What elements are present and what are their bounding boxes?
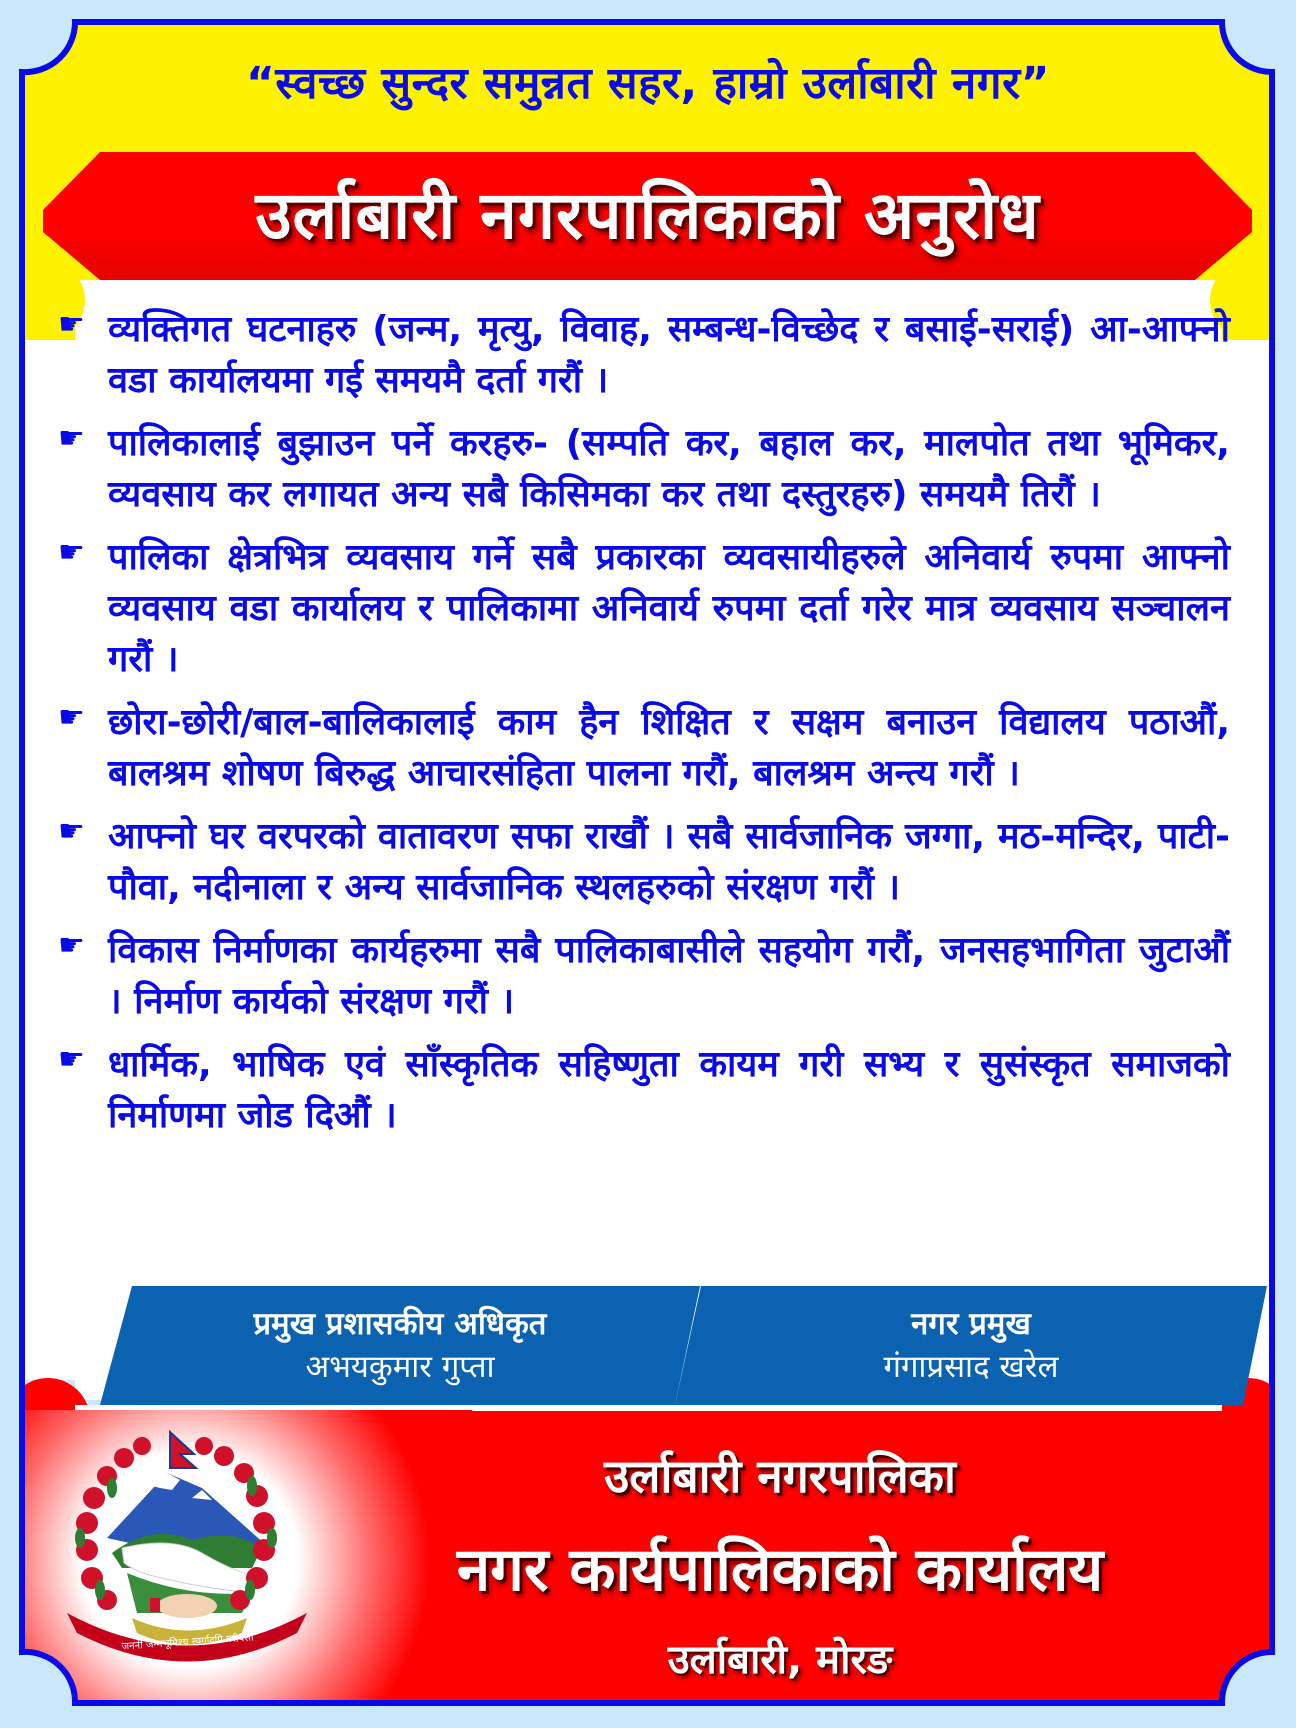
list-item-text: आफ्नो घर वरपरको वातावरण सफा राखौं । सबै सार्वजानिक जग्गा, मठ-मन्दिर, पाटी-पौवा, नदीनाला र अन्य सार्वजानिक स्थलहरुको संरक्षण गरौं । (108, 816, 1230, 908)
list-item (52, 1039, 1230, 1141)
list-item-text: विकास निर्माणका कार्यहरुमा सबै पालिकाबासीले सहयोग गरौं, जनसहभागिता जुटाऔं । निर्माण कार्यको संरक्षण गरौं । (108, 930, 1230, 1022)
signature-mayor (675, 1286, 1267, 1405)
list-item (52, 697, 1230, 799)
list-item (52, 418, 1230, 520)
pointing-hand-icon: ☛ (58, 421, 85, 456)
slogan: “स्वच्छ सुन्दर समुन्नत सहर, हाम्रो उर्लाबारी नगर” (245, 58, 1050, 109)
office-name: नगर कार्यपालिकाको कार्यालय (456, 1535, 1104, 1605)
request-list (52, 304, 1230, 1153)
list-item (52, 925, 1230, 1027)
title-banner (43, 152, 1252, 280)
office-location: उर्लाबारी, मोरङ (667, 1637, 893, 1683)
municipality-name: उर्लाबारी नगरपालिका (604, 1449, 956, 1503)
list-item (52, 304, 1230, 406)
pointing-hand-icon: ☛ (58, 700, 85, 735)
list-item (52, 532, 1230, 685)
signature-name: अभयकुमार गुप्ता (305, 1348, 495, 1385)
list-item-text: पालिकालाई बुझाउन पर्ने करहरु- (सम्पति कर, बहाल कर, मालपोत तथा भूमिकर, व्यवसाय कर लगायत अन्य सबै किसिमका कर तथा दस्तुरहरु) समयमै तिरौं । (108, 423, 1230, 515)
emblem-motto: जननी जन्मभूमिश्च स्वर्गादपि गरीयसी (121, 1632, 254, 1653)
list-item-text: व्यक्तिगत घटनाहरु (जन्म, मृत्यु, विवाह, सम्बन्ध-विच्छेद र बसाई-सराई) आ-आफ्नो वडा कार्यालयमा गई समयमै दर्ता गरौं । (108, 309, 1230, 401)
pointing-hand-icon: ☛ (58, 307, 85, 342)
signature-title: प्रमुख प्रशासकीय अधिकृत (253, 1305, 547, 1342)
signature-title: नगर प्रमुख (911, 1305, 1031, 1342)
pointing-hand-icon: ☛ (58, 928, 85, 963)
list-item (52, 811, 1230, 913)
list-item-text: धार्मिक, भाषिक एवं साँस्कृतिक सहिष्णुता कायम गरी सभ्य र सुसंस्कृत समाजको निर्माणमा जोड दिऔं । (108, 1044, 1230, 1136)
signature-chief-admin-officer (100, 1286, 700, 1405)
pointing-hand-icon: ☛ (58, 535, 85, 570)
signature-name: गंगाप्रसाद खरेल (883, 1348, 1059, 1385)
pointing-hand-icon: ☛ (58, 814, 85, 849)
pointing-hand-icon: ☛ (58, 1042, 85, 1077)
list-item-text: पालिका क्षेत्रभित्र व्यवसाय गर्ने सबै प्रकारका व्यवसायीहरुले अनिवार्य रुपमा आफ्नो व्यवसाय वडा कार्यालय र पालिकामा अनिवार्य रुपमा दर्ता गरेर मात्र व्यवसाय सञ्चालन गरौं । (108, 537, 1230, 680)
banner-title: उर्लाबारी नगरपालिकाको अनुरोध (255, 177, 1040, 254)
list-item-text: छोरा-छोरी/बाल-बालिकालाई काम हैन शिक्षित र सक्षम बनाउन विद्यालय पठाऔं, बालश्रम शोषण बिरुद्ध आचारसंहिता पालना गरौं, बालश्रम अन्त्य गरौं । (108, 702, 1230, 794)
